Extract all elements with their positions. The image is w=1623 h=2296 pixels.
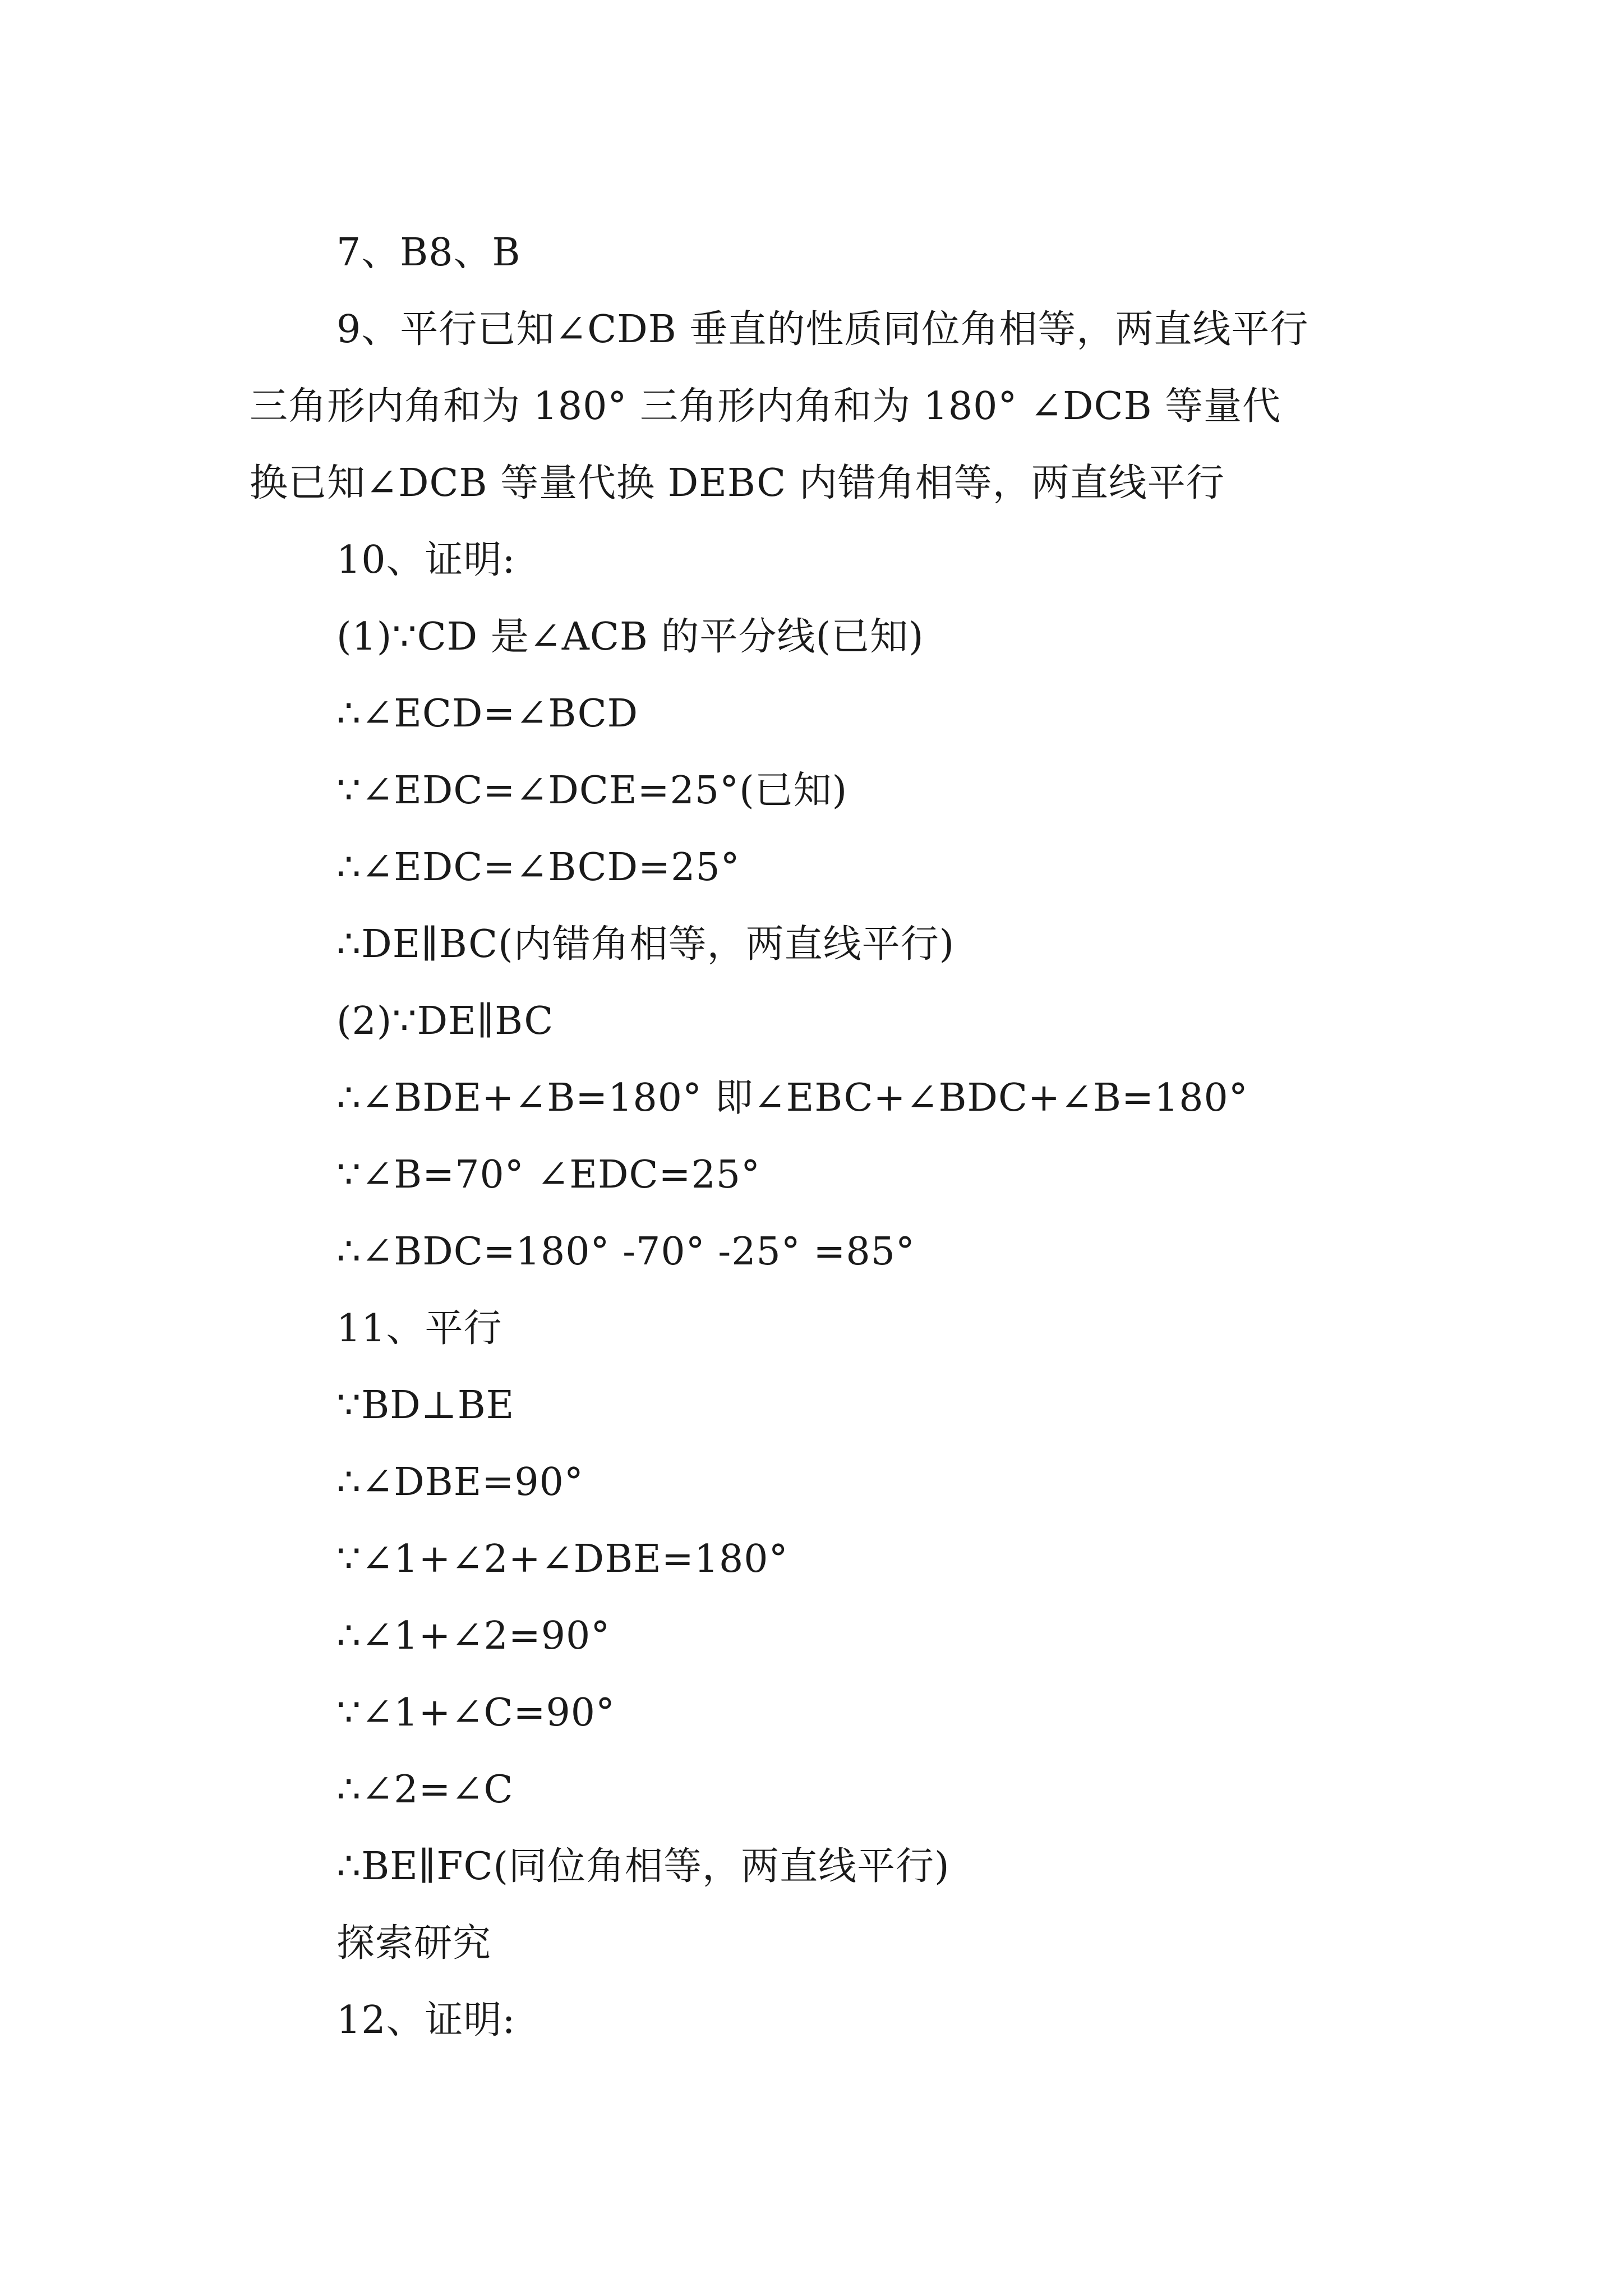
proof-line: ∵∠B=70° ∠EDC=25°	[336, 1153, 760, 1197]
proof-line: ∴BE∥FC(同位角相等，两直线平行)	[336, 1844, 950, 1889]
paragraph-9-line: 9、平行已知∠CDB 垂直的性质同位角相等，两直线平行	[336, 307, 1309, 352]
proof-line: ∵∠1+∠2+∠DBE=180°	[336, 1537, 789, 1581]
proof-line: ∴DE∥BC(内错角相等，两直线平行)	[336, 922, 955, 967]
paragraph-9-line: 三角形内角和为 180° 三角形内角和为 180° ∠DCB 等量代	[250, 384, 1281, 429]
heading-12: 12、证明:	[336, 1998, 516, 2042]
proof-line: (2)∵DE∥BC	[336, 999, 554, 1043]
proof-line: ∴∠BDE+∠B=180° 即∠EBC+∠BDC+∠B=180°	[336, 1076, 1248, 1120]
proof-line: ∴∠EDC=∠BCD=25°	[336, 845, 740, 890]
section-heading-explore: 探索研究	[336, 1921, 492, 1966]
proof-line: ∴∠ECD=∠BCD	[336, 692, 639, 736]
answer-line-7-8: 7、B8、B	[336, 231, 521, 275]
proof-line: (1)∵CD 是∠ACB 的平分线(已知)	[336, 615, 924, 659]
proof-line: ∴∠DBE=90°	[336, 1460, 584, 1504]
proof-line: ∵BD⊥BE	[336, 1383, 515, 1428]
proof-line: ∵∠1+∠C=90°	[336, 1691, 615, 1735]
heading-11: 11、平行	[336, 1306, 502, 1351]
answer-paragraph-9	[250, 291, 1388, 522]
paragraph-9-line: 换已知∠DCB 等量代换 DEBC 内错角相等，两直线平行	[250, 461, 1225, 505]
heading-10: 10、证明:	[336, 538, 516, 582]
proof-line: ∵∠EDC=∠DCE=25°(已知)	[336, 769, 848, 813]
proof-line: ∴∠1+∠2=90°	[336, 1614, 611, 1658]
proof-line: ∴∠2=∠C	[336, 1768, 514, 1812]
document-body	[250, 214, 1388, 2059]
proof-line: ∴∠BDC=180° -70° -25° =85°	[336, 1230, 915, 1274]
